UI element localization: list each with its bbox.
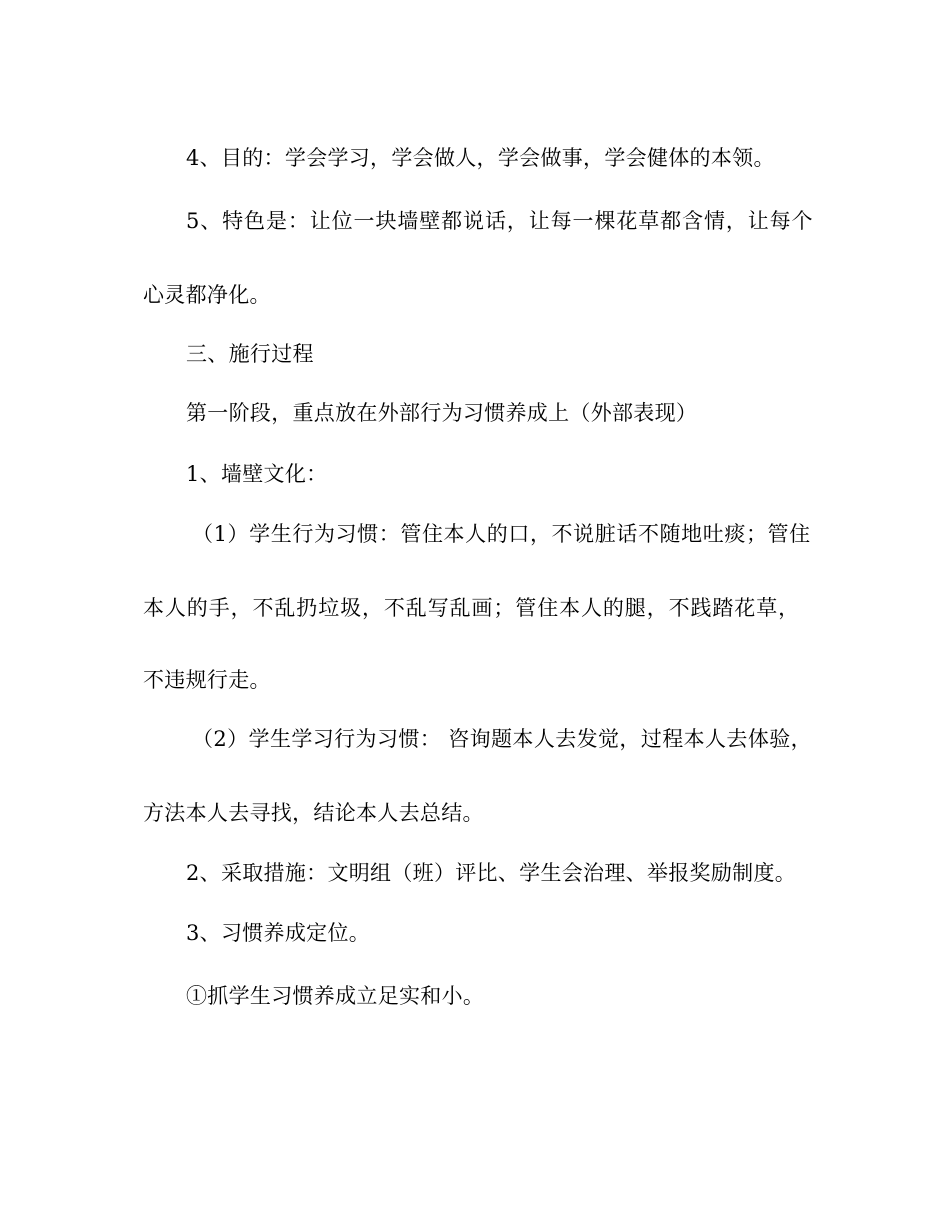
paragraph-study-habit-line-1: （2）学生学习行为习惯： 咨询题本人去发觉，过程本人去体验，: [192, 727, 813, 751]
paragraph-purpose: 4、目的：学会学习，学会做人，学会做事，学会健体的本领。: [186, 146, 775, 170]
paragraph-study-habit-line-2: 方法本人去寻找，结论本人去总结。: [143, 801, 484, 825]
paragraph-behavior-line-2: 本人的手，不乱扔垃圾，不乱写乱画；管住本人的腿，不践踏花草，: [143, 596, 800, 620]
paragraph-measures: 2、采取措施：文明组（班）评比、学生会治理、举报奖励制度。: [186, 861, 797, 885]
paragraph-behavior-line-3: 不违规行走。: [143, 668, 271, 692]
paragraph-feature-line-1: 5、特色是：让位一块墙壁都说话，让每一棵花草都含情，让每个: [186, 209, 814, 233]
section-heading-process: 三、施行过程: [186, 342, 314, 366]
paragraph-stage-one: 第一阶段，重点放在外部行为习惯养成上（外部表现）: [186, 401, 698, 425]
paragraph-habit-item-1: ①抓学生习惯养成立足实和小。: [186, 984, 485, 1008]
paragraph-feature-line-2: 心灵都净化。: [143, 283, 271, 307]
paragraph-behavior-line-1: （1）学生行为习惯：管住本人的口，不说脏话不随地吐痰；管住: [192, 522, 811, 546]
paragraph-wall-culture: 1、墙壁文化：: [186, 462, 328, 486]
paragraph-habit-positioning: 3、习惯养成定位。: [186, 921, 371, 945]
